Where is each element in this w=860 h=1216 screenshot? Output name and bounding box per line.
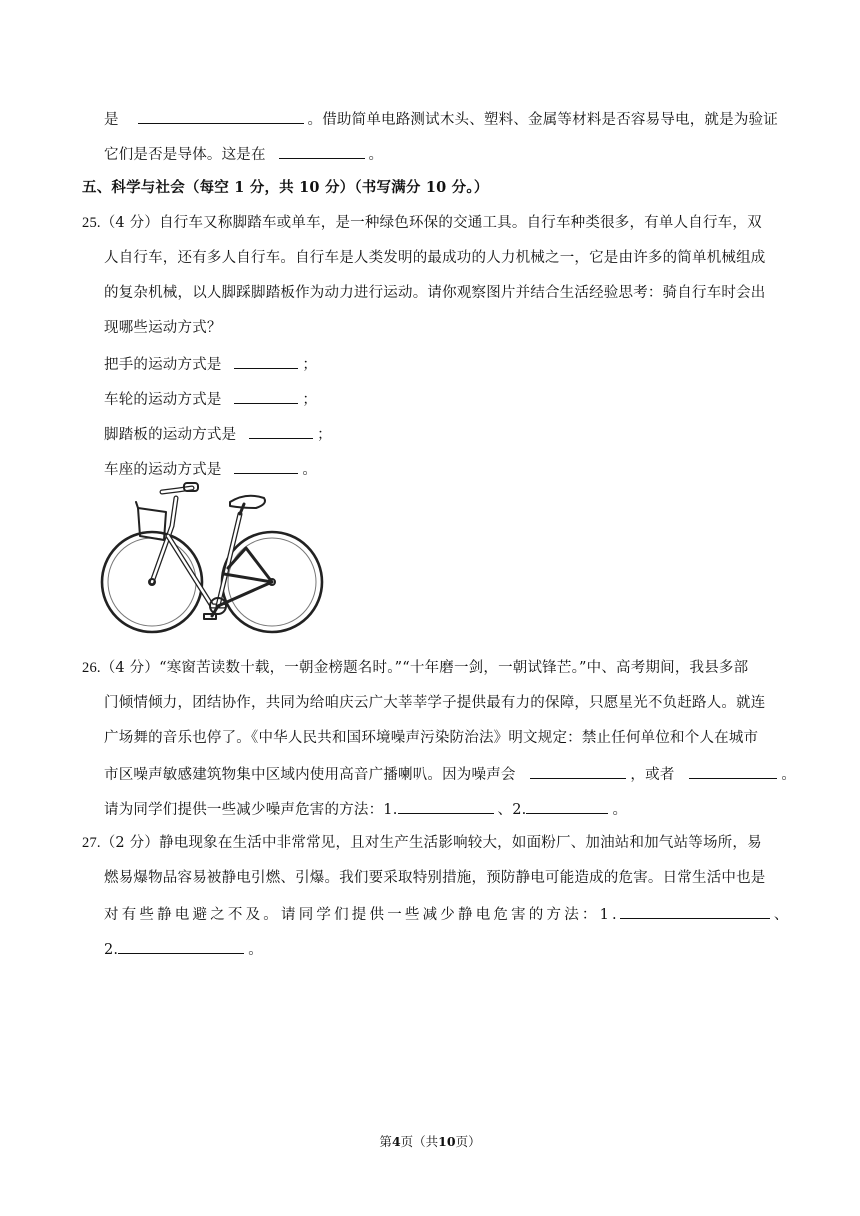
q25-line-4: 现哪些运动方式？: [104, 320, 222, 336]
q24-text: 是: [104, 112, 119, 128]
q27-text: 、: [773, 907, 792, 923]
q27-text: 对有些静电避之不及。请同学们提供一些减少静电危害的方法：1.: [104, 907, 620, 923]
answer-blank[interactable]: [620, 903, 770, 919]
q25-line-1: [82, 213, 762, 233]
q26-line-1: [82, 658, 748, 678]
q26-text: 市区噪声敏感建筑物集中区域内使用高音广播喇叭。因为噪声会: [104, 767, 516, 783]
q25-text: 自行车又称脚踏车或单车，是一种绿色环保的交通工具。自行车种类很多，有单人自行车，双: [159, 215, 762, 231]
page-number: 4: [391, 1134, 401, 1149]
q25-line-2: 人自行车，还有多人自行车。自行车是人类发明的最成功的人力机械之一，它是由许多的简单机械组成: [104, 250, 766, 266]
item-label: 车座的运动方式是: [104, 462, 222, 478]
q24-line-2: [104, 143, 383, 165]
answer-blank[interactable]: [689, 763, 777, 779]
bicycle-illustration: [100, 478, 324, 648]
q27-line-3: [104, 903, 792, 925]
page-total: 10: [438, 1134, 456, 1149]
question-number: 26.: [82, 660, 101, 676]
q27-line-2: 燃易爆物品容易被静电引燃、引爆。我们要采取特别措施，预防静电可能造成的危害。日常生活中也是: [104, 870, 766, 886]
item-label: 脚踏板的运动方式是: [104, 427, 237, 443]
q25-item-wheel: [104, 388, 317, 410]
item-end: ；: [302, 357, 318, 373]
q26-line-4: [104, 763, 796, 785]
q24-text: 。借助简单电路测试木头、塑料、金属等材料是否容易导电，就是为验证: [307, 112, 778, 128]
q24-text: 它们是否是导体。这是在: [104, 147, 266, 163]
item-label: 车轮的运动方式是: [104, 392, 222, 408]
q25-item-pedal: [104, 423, 332, 445]
answer-blank[interactable]: [234, 353, 298, 369]
q24-line-1: [104, 108, 778, 130]
page-footer: [0, 1132, 860, 1150]
answer-blank[interactable]: [249, 423, 313, 439]
q27-text: 静电现象在生活中非常常见，且对生产生活影响较大，如面粉厂、加油站和加气站等场所，易: [159, 835, 762, 851]
q26-line-2: 门倾情倾力，团结协作，共同为给咱庆云广大莘莘学子提供最有力的保障，只愿星光不负赶路人。就连: [104, 695, 766, 711]
footer-text: 第: [379, 1134, 392, 1149]
answer-blank[interactable]: [118, 938, 244, 954]
q27-text: 。: [248, 942, 263, 958]
answer-blank[interactable]: [530, 763, 626, 779]
question-points: （4 分）: [100, 660, 160, 676]
item-label: 把手的运动方式是: [104, 357, 222, 373]
answer-blank[interactable]: [279, 143, 365, 159]
answer-blank[interactable]: [234, 458, 298, 474]
footer-text: 页）: [455, 1134, 481, 1149]
q26-line-5: [104, 798, 627, 820]
answer-blank[interactable]: [234, 388, 298, 404]
q26-text: 、2.: [497, 802, 527, 818]
question-number: 25.: [82, 215, 101, 231]
q25-item-handlebar: [104, 353, 317, 375]
q26-line-3: 广场舞的音乐也停了。《中华人民共和国环境噪声污染防治法》明文规定：禁止任何单位和个人在城市: [104, 730, 759, 746]
q26-text: “寒窗苦读数十载，一朝金榜题名时。”“十年磨一剑，一朝试锋芒。”中、高考期间，我县多部: [159, 660, 749, 676]
answer-blank[interactable]: [138, 108, 304, 124]
question-number: 27.: [82, 835, 101, 851]
footer-text: 页（共: [400, 1134, 439, 1149]
question-points: （4 分）: [100, 215, 160, 231]
q26-text: ，或者: [630, 767, 675, 783]
q25-item-seat: [104, 458, 317, 480]
section-heading: 五、科学与社会（每空 1 分，共 10 分）（书写满分 10 分。）: [82, 179, 489, 196]
q25-line-3: 的复杂机械，以人脚踩脚踏板作为动力进行运动。请你观察图片并结合生活经验思考：骑自行车时会出: [104, 285, 766, 301]
answer-blank[interactable]: [398, 798, 494, 814]
item-end: ；: [302, 392, 318, 408]
item-end: ；: [317, 427, 332, 443]
q27-line-1: [82, 833, 762, 853]
q26-text: 请为同学们提供一些减少噪声危害的方法：1.: [104, 802, 398, 818]
question-points: （2 分）: [100, 835, 160, 851]
answer-blank[interactable]: [526, 798, 608, 814]
q26-text: 。: [781, 767, 797, 783]
q24-text: 。: [368, 147, 384, 163]
q27-text: 2.: [104, 942, 119, 958]
q26-text: 。: [612, 802, 628, 818]
item-end: 。: [302, 462, 318, 478]
q27-line-4: [104, 938, 263, 960]
